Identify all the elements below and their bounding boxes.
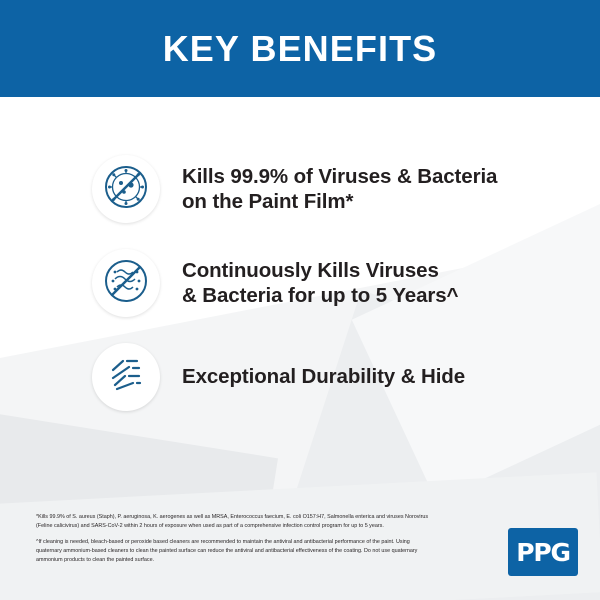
benefit-line-2: & Bacteria for up to 5 Years^ <box>182 284 459 307</box>
benefit-line-1: Kills 99.9% of Viruses & Bacteria <box>182 164 498 188</box>
page-title: KEY BENEFITS <box>162 27 438 69</box>
ppg-logo <box>508 528 578 576</box>
benefit-item <box>0 155 600 223</box>
icon-circle <box>92 343 160 411</box>
durability-brush-strokes-icon <box>103 352 149 403</box>
benefit-item <box>0 343 600 411</box>
benefit-item <box>0 249 600 317</box>
footnote-asterisk: *Kills 99.9% of S. aureus (Staph), P. aeruginosa, K. aerogenes as well as MRSA, Enterococcus faecium, E. coli O157:H7, Salmonella enterica and viruses Norovirus (Feline calicivirus) and SARS-CoV-2 within 2 hours of exposure when used as part of a comprehensive infection control program for up to 5 years. <box>36 514 429 529</box>
benefit-line-1: Continuously Kills Viruses <box>182 258 439 282</box>
benefit-text <box>182 258 458 309</box>
benefit-text <box>182 364 465 389</box>
header-banner <box>0 0 600 97</box>
benefit-text <box>182 164 497 215</box>
footnote-caret: ^If cleaning is needed, bleach-based or peroxide based cleaners are recommended to maintain the antiviral and antibacterial performance of the paint. Using quaternary ammonium-based cleaners to clean the painted surface can reduce the antiviral and antibacterial effectiveness of the coating. Do not use quaternary ammonium products to clean the painted surface. <box>36 538 418 563</box>
benefit-line-1: Exceptional Durability & Hide <box>182 365 466 389</box>
benefits-list <box>0 155 600 437</box>
virus-continuous-no-symbol-icon <box>103 258 149 309</box>
icon-circle <box>92 249 160 317</box>
footnotes <box>36 513 436 572</box>
ppg-logo-text: PPG <box>516 537 570 567</box>
icon-circle <box>92 155 160 223</box>
benefit-line-2: on the Paint Film* <box>182 190 354 213</box>
virus-no-symbol-icon <box>103 164 149 215</box>
